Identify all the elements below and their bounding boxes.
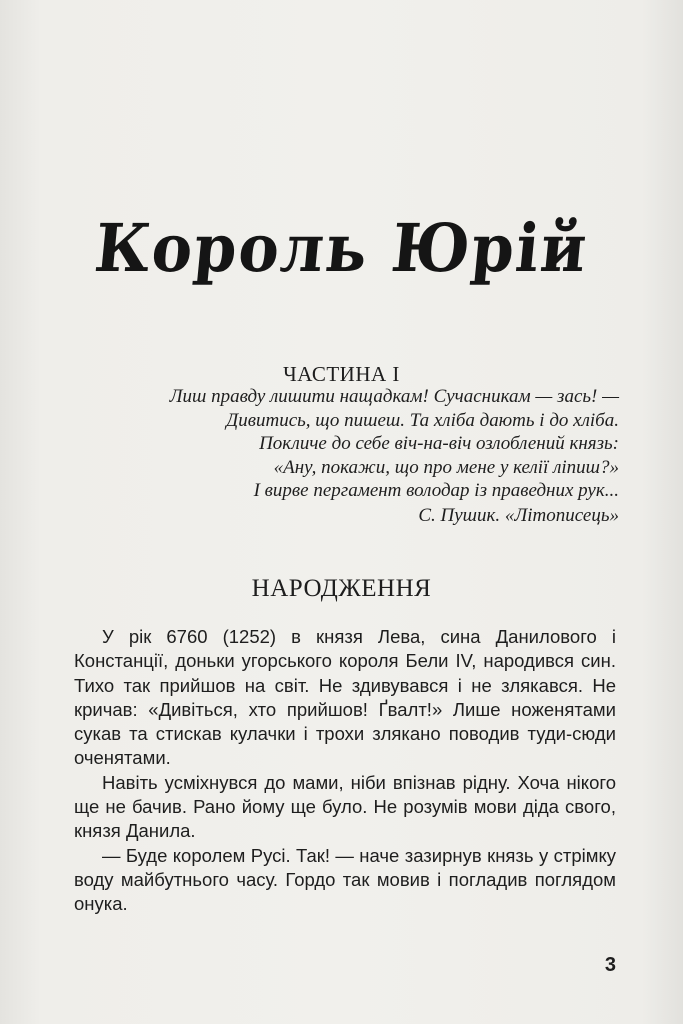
epigraph bbox=[99, 385, 619, 527]
epigraph-line: Дивитись, що пишеш. Та хліба дають і до хліба. bbox=[226, 409, 619, 431]
book-title: Король Юрій bbox=[91, 209, 592, 287]
part-heading: ЧАСТИНА І bbox=[283, 362, 400, 386]
epigraph-line: Покличе до себе віч-на-віч озлоблений князь: bbox=[259, 433, 619, 454]
chapter-heading: НАРОДЖЕННЯ bbox=[251, 575, 432, 602]
epigraph-line: І вирве пергамент володар із праведних рук... bbox=[253, 480, 619, 501]
paragraph: — Буде королем Русі. Так! — наче зазирнув князь у стрімку воду майбутнього часу. Гордо так мовив і погладив поглядом онука. bbox=[74, 844, 616, 915]
epigraph-line: Лиш правду лишити нащадкам! Сучасникам — зась! — bbox=[169, 386, 619, 407]
epigraph-line: «Ану, покажи, що про мене у келії ліпиш?» bbox=[273, 456, 619, 478]
page-number: 3 bbox=[604, 954, 616, 976]
paragraph: Навіть усміхнувся до мами, ніби впізнав рідну. Хоча нікого ще не бачив. Рано йому ще було. Не розумів мови діда свого, князя Данила. bbox=[74, 771, 616, 842]
epigraph-attribution: С. Пушик. «Літописець» bbox=[418, 504, 619, 526]
paragraph: У рік 6760 (1252) в князя Лева, сина Данилового і Констанції, доньки угорського короля Бели IV, народився син. Тихо так прийшов на світ. Не здивувався і не злякався. Не кричав: «Дивіться, хто прийшов! Ґвалт!» Лише ноженятами сукав та стискав кулачки і трохи злякано поводив туди-сюди оченятами. bbox=[74, 626, 616, 769]
chapter-body bbox=[74, 625, 616, 917]
